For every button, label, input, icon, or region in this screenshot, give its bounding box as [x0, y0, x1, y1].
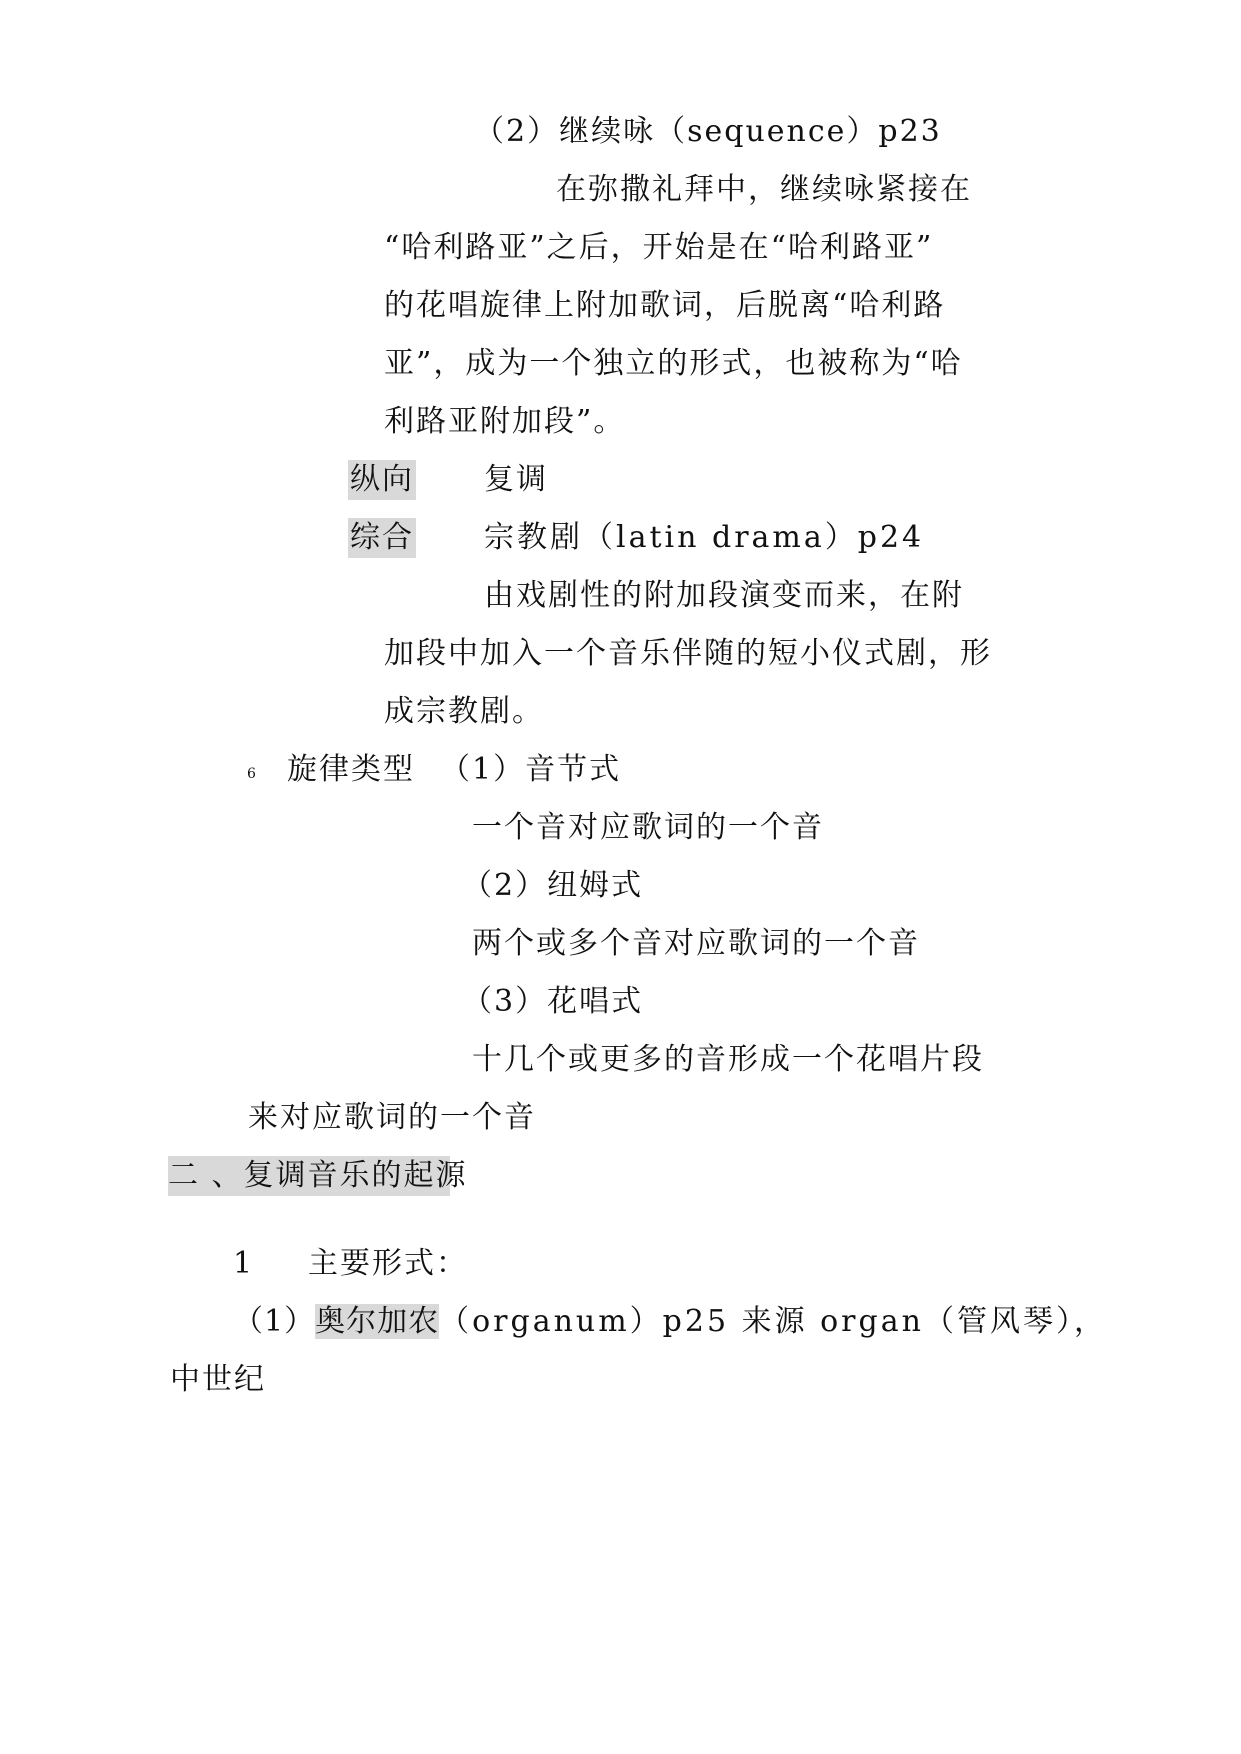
list-item-label: 主要形式：	[308, 1246, 468, 1281]
sub-item-description: 十几个或更多的音形成一个花唱片段	[472, 1042, 984, 1077]
sequence-paragraph-line: “哈利路亚”之后，开始是在“哈利路亚”	[384, 230, 934, 265]
list-item-label: 旋律类型	[287, 752, 415, 787]
vertical-label: 纵向	[348, 460, 416, 500]
organum-prefix: （1）	[233, 1304, 316, 1339]
drama-paragraph-line: 加段中加入一个音乐伴随的短小仪式剧，形	[384, 636, 992, 671]
sequence-paragraph-line: 利路亚附加段”。	[384, 404, 626, 439]
organum-term: 奥尔加农	[315, 1304, 440, 1339]
organum-continuation: 中世纪	[170, 1362, 266, 1397]
drama-paragraph-line: 由戏剧性的附加段演变而来，在附	[484, 578, 964, 613]
sub-item-description: 来对应歌词的一个音	[248, 1100, 536, 1135]
drama-paragraph-line: 成宗教剧。	[384, 694, 544, 729]
organum-description: （organum）p25 来源 organ（管风琴），	[439, 1304, 1107, 1339]
sub-item-description: 一个音对应歌词的一个音	[472, 810, 824, 845]
sub-item-heading: （1）音节式	[440, 752, 622, 787]
sequence-paragraph-line: 在弥撒礼拜中，继续咏紧接在	[556, 172, 972, 207]
sequence-paragraph-line: 亚”，成为一个独立的形式，也被称为“哈	[384, 346, 963, 381]
vertical-value: 复调	[484, 462, 548, 497]
section-heading: 二 、复调音乐的起源	[168, 1156, 450, 1196]
list-number: 6	[247, 766, 256, 782]
sub-item-description: 两个或多个音对应歌词的一个音	[472, 926, 920, 961]
list-number: 1	[233, 1246, 255, 1281]
sub-item-heading: （3）花唱式	[462, 984, 644, 1019]
sequence-heading: （2）继续咏（sequence）p23	[474, 114, 942, 149]
synthesis-value: 宗教剧（latin drama）p24	[484, 520, 925, 555]
sub-item-heading: （2）纽姆式	[462, 868, 644, 903]
synthesis-label: 综合	[348, 518, 416, 558]
organum-line	[233, 1302, 1107, 1342]
sequence-paragraph-line: 的花唱旋律上附加歌词，后脱离“哈利路	[384, 288, 946, 323]
